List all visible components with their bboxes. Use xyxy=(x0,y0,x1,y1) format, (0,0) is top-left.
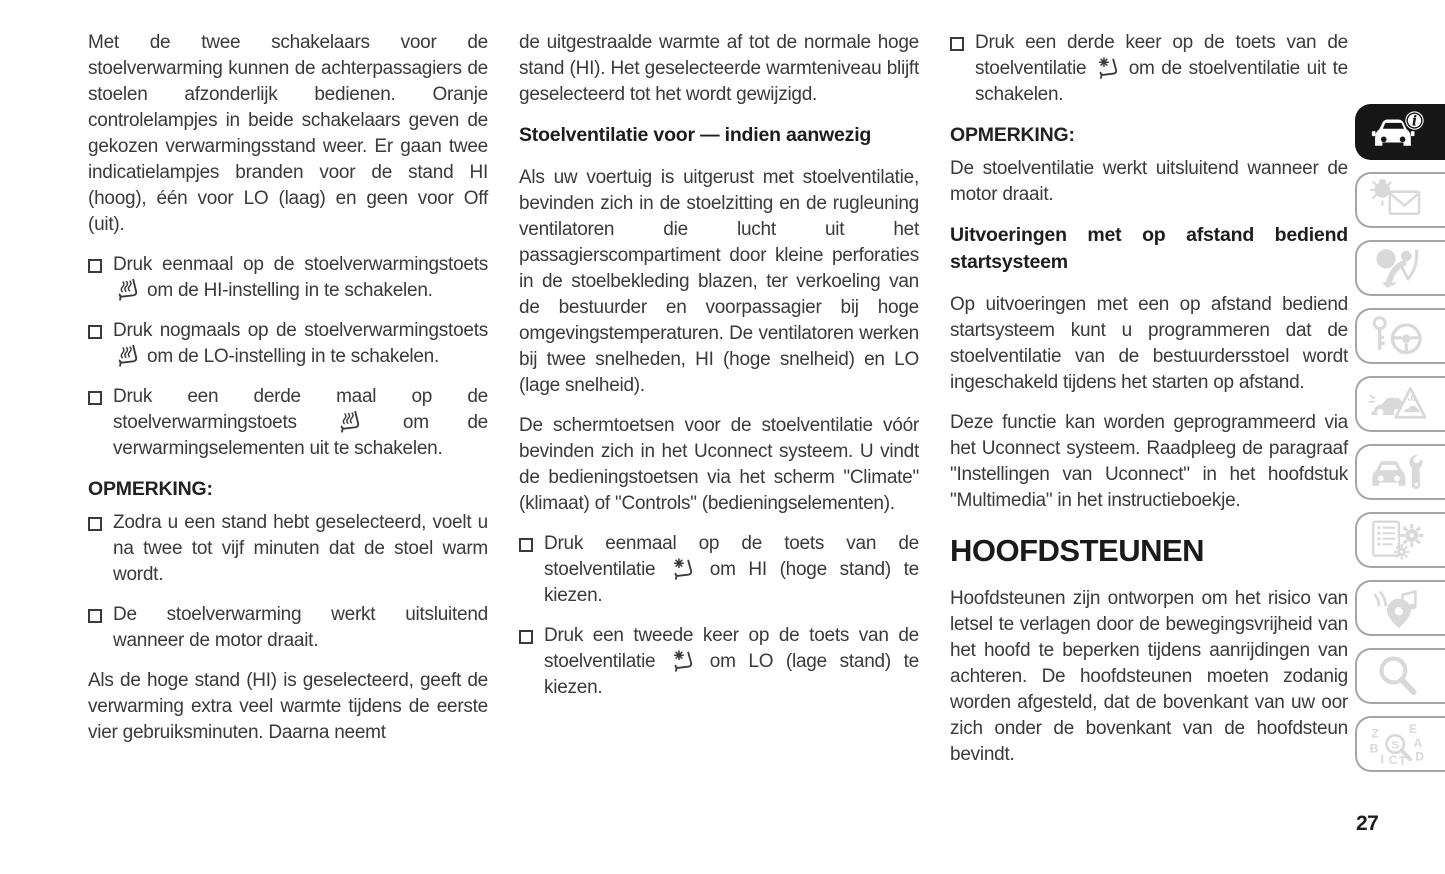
car-wrench-icon xyxy=(1367,450,1429,494)
sidebar-tab-starting-driving[interactable] xyxy=(1355,308,1445,364)
content-columns xyxy=(88,30,1348,782)
list-item xyxy=(950,30,1348,108)
list-item-text xyxy=(113,602,488,654)
paragraph: Als de hoge stand (HI) is geselecteerd, geeft de verwarming extra veel warmte tijdens de eerste vier gebruiksminuten. Daarna neemt xyxy=(88,670,488,743)
chapter-heading: HOOFDSTEUNEN xyxy=(950,533,1205,568)
column-middle xyxy=(519,30,919,782)
list-item-text xyxy=(113,252,488,304)
paragraph: Met de twee schakelaars voor de stoelverwarming kunnen de achterpassagiers de stoelen afzonderlijk bedienen. Oranje controlelampjes in beide schakelaars geven de gekozen verwarmingsstand weer. Er gaan twee indicatielampjes branden voor de stand HI (hoog), één voor LO (laag) en geen voor Off (uit). xyxy=(88,32,488,235)
seat-heating-icon xyxy=(337,410,362,433)
occupant-airbag-icon xyxy=(1367,246,1429,290)
list-item-text xyxy=(544,531,919,609)
text-segment: Druk een derde maal op de stoelverwarmingstoets xyxy=(113,386,488,433)
paragraph: Deze functie kan worden geprogrammeerd via het Uconnect systeem. Raadpleeg de paragraaf "Instellingen van Uconnect" in het hoofdstuk "Multimedia" in het instructieboekje. xyxy=(950,412,1348,511)
sidebar-tab-alphabetical-index[interactable] xyxy=(1355,716,1445,772)
key-steering-wheel-icon xyxy=(1367,314,1429,358)
list-item-text xyxy=(113,318,488,370)
seat-ventilation-icon xyxy=(670,649,695,672)
square-bullet-icon xyxy=(88,609,102,623)
square-bullet-icon xyxy=(519,538,533,552)
sidebar-tab-maintenance[interactable] xyxy=(1355,444,1445,500)
text-segment: De stoelverwarming werkt uitsluitend wanneer de motor draait. xyxy=(113,604,488,651)
paragraph: de uitgestraalde warmte af tot de normale hoge stand (HI). Het geselecteerde warmteniveau blijft geselecteerd tot het wordt gewijzigd. xyxy=(519,32,919,105)
text-segment: om de LO-instelling in te schakelen. xyxy=(142,346,440,367)
square-bullet-icon xyxy=(88,517,102,531)
text-segment: Druk eenmaal op de stoelverwarmingstoets xyxy=(113,254,488,275)
square-bullet-icon xyxy=(88,259,102,273)
list-item-text xyxy=(113,384,488,462)
seat-heating-icon xyxy=(115,278,140,301)
text-segment: Druk een tweede keer op de toets van de stoelventilatie xyxy=(544,625,919,672)
light-envelope-icon xyxy=(1367,178,1429,222)
list-item xyxy=(88,384,488,462)
paragraph: De stoelventilatie werkt uitsluitend wanneer de motor draait. xyxy=(950,158,1348,205)
section-heading: Uitvoeringen met op afstand bediend startsysteem xyxy=(950,224,1348,273)
page-number: 27 xyxy=(1356,812,1379,835)
alphabet-magnifier-icon xyxy=(1367,722,1429,766)
list-item xyxy=(519,623,919,701)
note-heading: OPMERKING: xyxy=(88,478,213,500)
text-segment: Druk nogmaals op de stoelverwarmingstoets xyxy=(113,320,488,341)
sidebar-tab-safety[interactable] xyxy=(1355,240,1445,296)
square-bullet-icon xyxy=(88,391,102,405)
sidebar-tab-vehicle-info[interactable] xyxy=(1355,104,1445,160)
square-bullet-icon xyxy=(519,630,533,644)
sidebar-tab-specifications[interactable] xyxy=(1355,512,1445,568)
text-segment: Druk een derde keer op de toets van de stoelventilatie xyxy=(975,32,1348,79)
paragraph: Hoofdsteunen zijn ontworpen om het risico van letsel te verlagen door de bewegingsvrijheid van het hoofd te beperken tijdens aanrijdingen van achteren. De hoofdsteunen moeten zodanig worden afgesteld, dat de bovenkant van uw oor zich onder de bovenkant van de hoofdsteun bevindt. xyxy=(950,588,1348,765)
list-gears-icon xyxy=(1367,518,1429,562)
paragraph: Als uw voertuig is uitgerust met stoelventilatie, bevinden zich in de stoelzitting en de rugleuning ventilatoren die lucht uit het passagierscompartiment door kleine perforaties in de stoelbekleding blazen, ter verkoeling van de bestuurder en voorpassagier bij hoge omgevingstemperaturen. De ventilatoren werken bij twee snelheden, HI (hoge snelheid) en LO (lage snelheid). xyxy=(519,167,919,396)
seat-heating-icon xyxy=(115,344,140,367)
text-segment: om HI (hoge stand) te kiezen. xyxy=(544,559,919,606)
text-segment: om de verwarmingselementen uit te schakelen. xyxy=(113,412,489,459)
square-bullet-icon xyxy=(950,37,964,51)
text-segment: om de HI-instelling in te schakelen. xyxy=(142,280,433,301)
list-item-text xyxy=(975,30,1348,108)
waves-music-pin-icon xyxy=(1367,586,1429,630)
paragraph: De schermtoetsen voor de stoelventilatie vóór bevinden zich in het Uconnect systeem. U vindt de bedieningstoetsen via het scherm "Climate" (klimaat) of "Controls" (bedieningselementen). xyxy=(519,415,919,514)
note-heading: OPMERKING: xyxy=(950,124,1075,146)
list-item xyxy=(88,510,488,588)
list-item-text xyxy=(544,623,919,701)
section-heading: Stoelventilatie voor — indien aanwezig xyxy=(519,124,872,146)
list-item xyxy=(88,318,488,370)
magnifier-icon xyxy=(1367,654,1429,698)
list-item xyxy=(88,602,488,654)
column-right xyxy=(950,30,1348,782)
text-segment: om LO (lage stand) te kiezen. xyxy=(544,651,919,698)
text-segment: Druk eenmaal op de toets van de stoelventilatie xyxy=(544,533,919,580)
paragraph: Op uitvoeringen met een op afstand bediend startsysteem kunt u programmeren dat de stoelventilatie van de bestuurdersstoel wordt ingeschakeld tijdens het starten op afstand. xyxy=(950,294,1348,393)
sidebar xyxy=(1355,104,1445,772)
list-item xyxy=(519,531,919,609)
column-left xyxy=(88,30,488,782)
square-bullet-icon xyxy=(88,325,102,339)
text-segment: Zodra u een stand hebt geselecteerd, voelt u na twee tot vijf minuten dat de stoel warm wordt. xyxy=(113,512,488,585)
car-warning-triangle-icon xyxy=(1367,382,1429,426)
sidebar-tab-search[interactable] xyxy=(1355,648,1445,704)
seat-ventilation-icon xyxy=(670,557,695,580)
list-item-text xyxy=(113,510,488,588)
seat-ventilation-icon xyxy=(1095,56,1120,79)
sidebar-tab-emergency[interactable] xyxy=(1355,376,1445,432)
sidebar-tab-instrument-panel[interactable] xyxy=(1355,172,1445,228)
list-item xyxy=(88,252,488,304)
car-info-icon xyxy=(1367,110,1429,154)
text-segment: om de stoelventilatie uit te schakelen. xyxy=(975,58,1348,105)
sidebar-tab-multimedia[interactable] xyxy=(1355,580,1445,636)
